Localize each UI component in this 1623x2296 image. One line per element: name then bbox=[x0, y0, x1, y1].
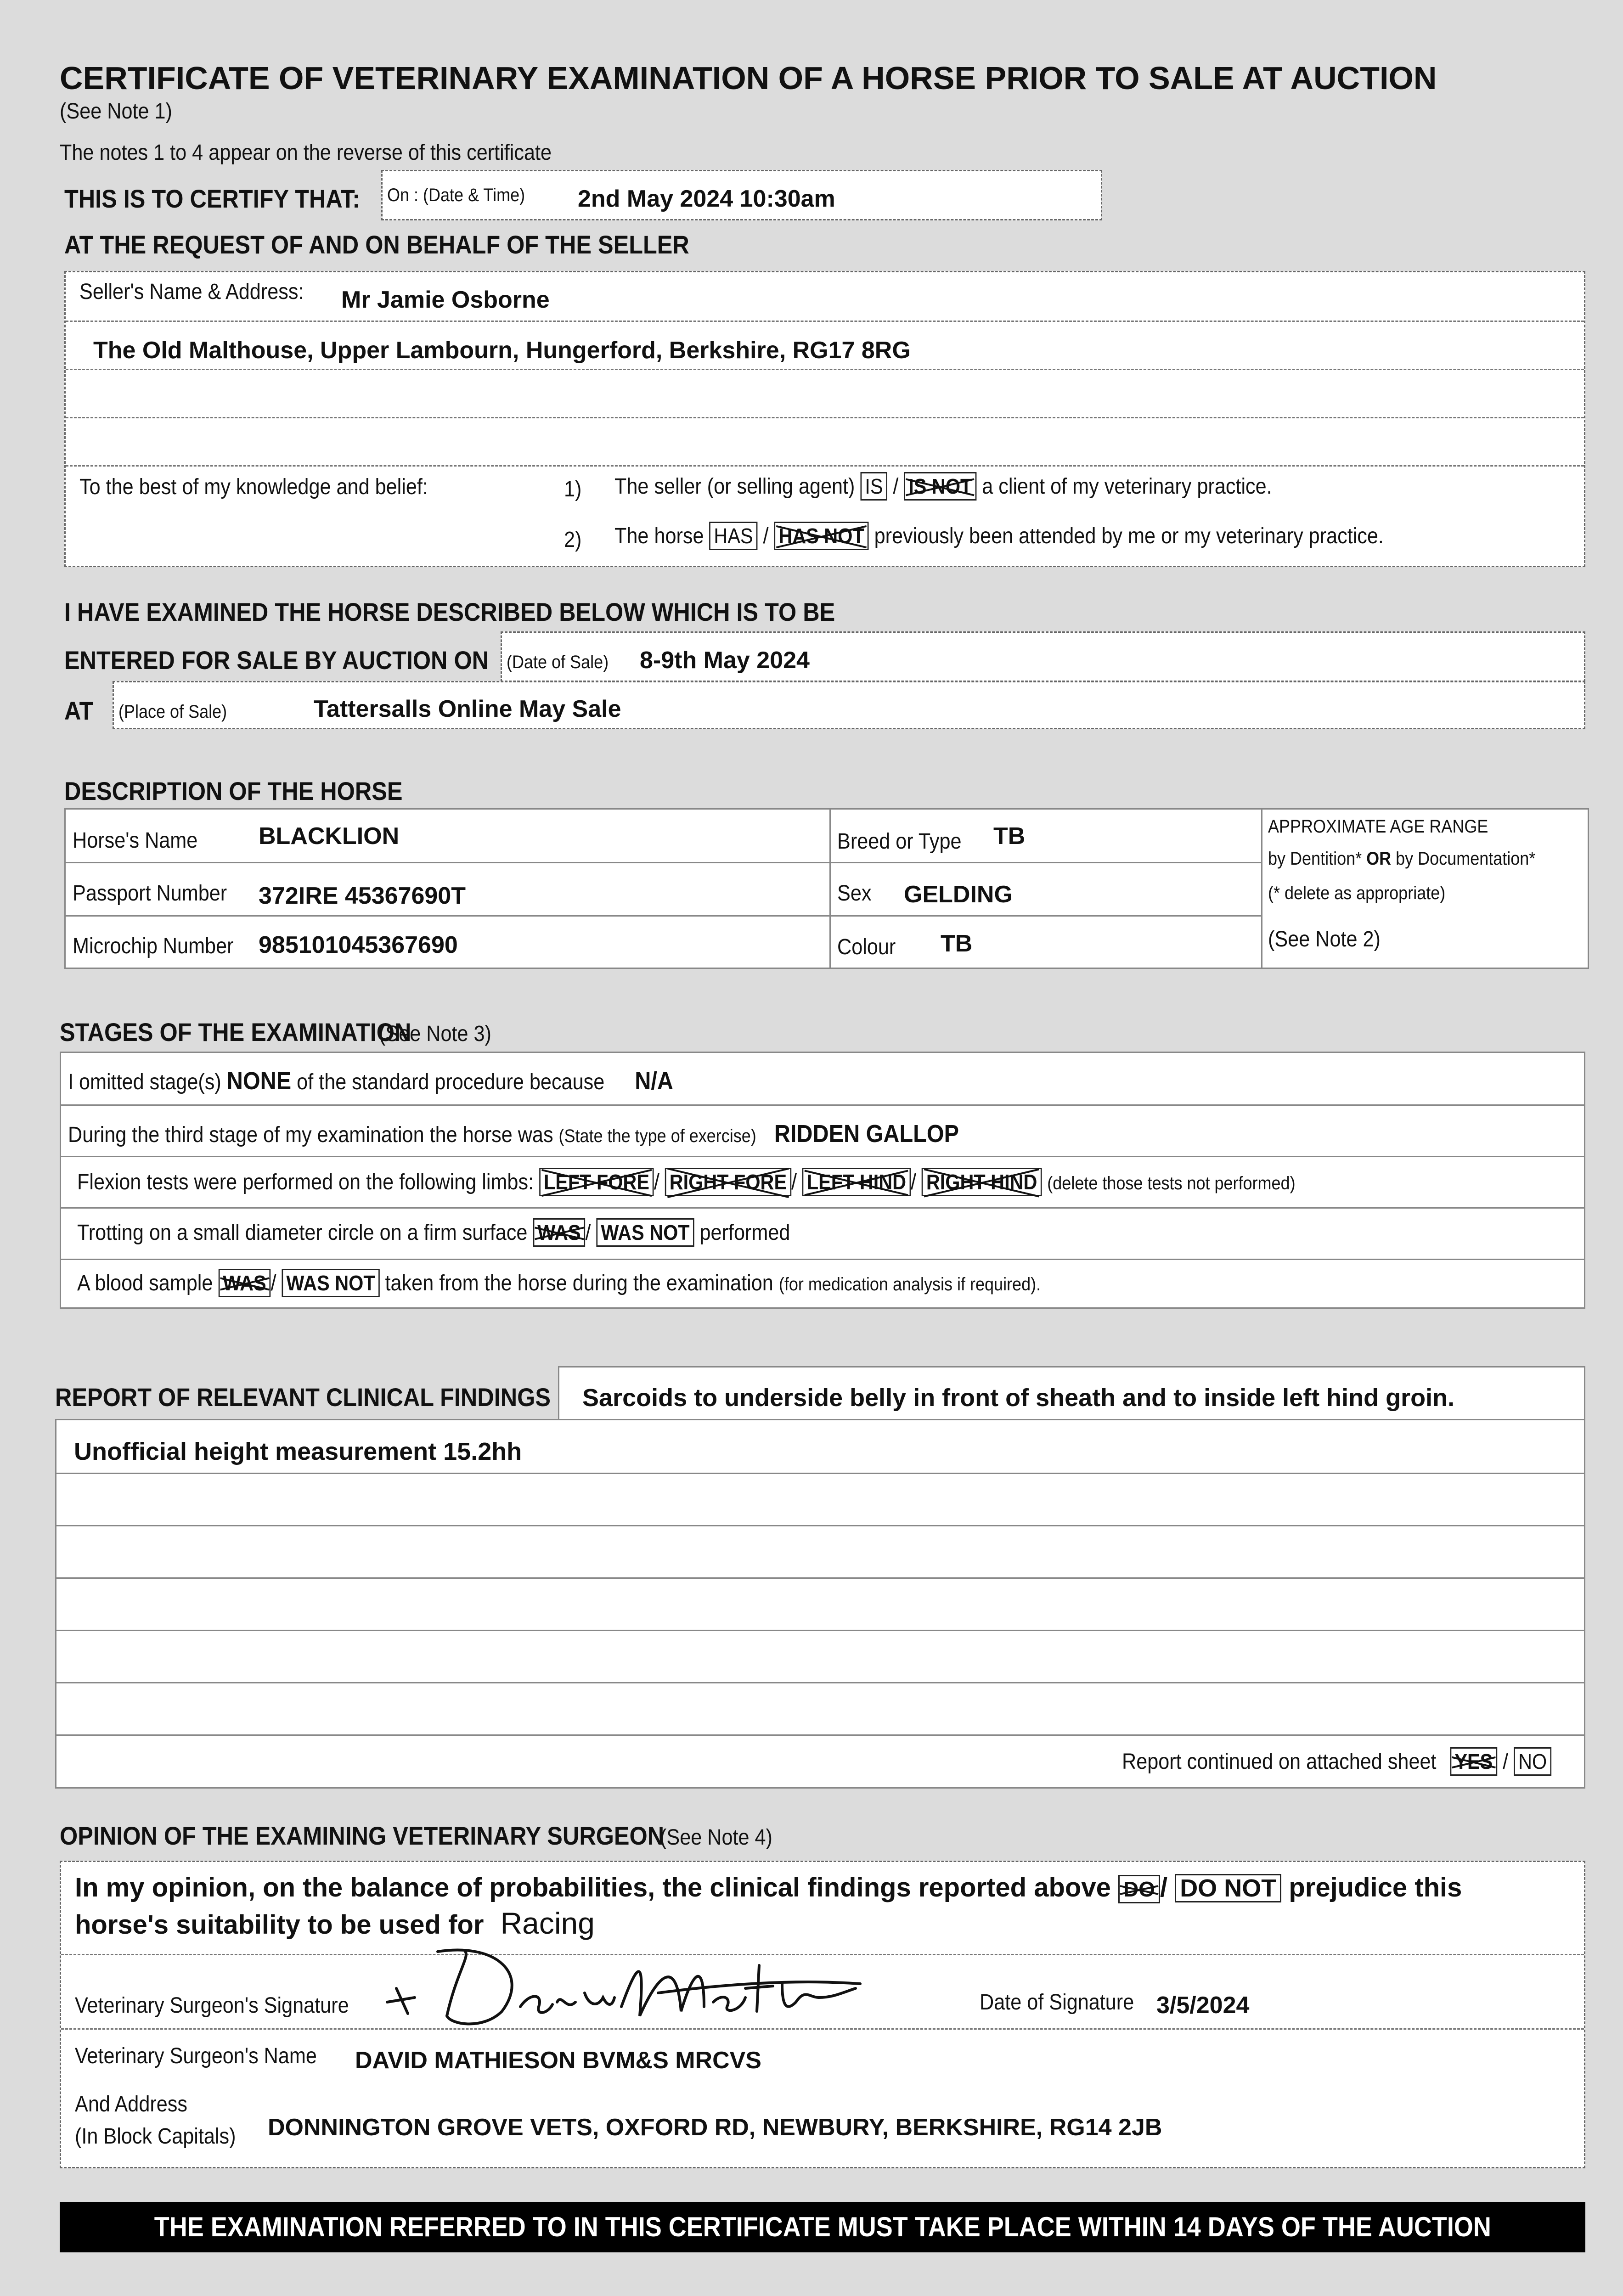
horse-table bbox=[64, 808, 1589, 969]
delete-note: (* delete as appropriate) bbox=[1268, 883, 1446, 903]
seller-name-value: Mr Jamie Osborne bbox=[341, 287, 550, 313]
footer-banner-text: THE EXAMINATION REFERRED TO IN THIS CERTIFICATE MUST TAKE PLACE WITHIN 14 DAYS OF THE AUCTION bbox=[154, 2212, 1491, 2242]
blood-row bbox=[77, 1269, 1041, 1297]
sale-date-field[interactable] bbox=[501, 631, 1585, 682]
third-small: (State the type of exercise) bbox=[558, 1126, 756, 1146]
passport-value: 372IRE 45367690T bbox=[259, 883, 466, 909]
footer-banner bbox=[60, 2202, 1585, 2252]
omitted-row bbox=[68, 1067, 673, 1095]
vet-name-label: Veterinary Surgeon's Name bbox=[75, 2044, 317, 2068]
by-dentition[interactable]: by Dentition* bbox=[1268, 849, 1362, 869]
is-not-option[interactable]: IS NOT bbox=[904, 472, 976, 501]
seller-address-value: The Old Malthouse, Upper Lambourn, Hungerford, Berkshire, RG17 8RG bbox=[93, 337, 911, 364]
item2-post: previously been attended by me or my veterinary practice. bbox=[874, 524, 1384, 548]
findings-box[interactable] bbox=[55, 1419, 1585, 1789]
see-note-4: (See Note 4) bbox=[659, 1825, 772, 1850]
omit-value: NONE bbox=[226, 1067, 292, 1095]
certify-date-field[interactable] bbox=[381, 170, 1102, 220]
stages-heading bbox=[60, 1017, 504, 1047]
by-documentation[interactable]: by Documentation* bbox=[1396, 849, 1536, 869]
certificate-title: CERTIFICATE OF VETERINARY EXAMINATION OF A HORSE PRIOR TO SALE AT AUCTION bbox=[60, 60, 1437, 96]
report-continued bbox=[1122, 1747, 1551, 1776]
vet-address-value: DONNINGTON GROVE VETS, OXFORD RD, NEWBURY, BERKSHIRE, RG14 2JB bbox=[268, 2114, 1162, 2141]
or-word: OR bbox=[1366, 849, 1392, 869]
stages-box bbox=[60, 1052, 1585, 1309]
place-of-sale-value: Tattersalls Online May Sale bbox=[314, 696, 621, 722]
signature-label: Veterinary Surgeon's Signature bbox=[75, 1993, 349, 2018]
horse-name-label: Horse's Name bbox=[73, 828, 198, 853]
use-value: Racing bbox=[500, 1906, 595, 1940]
blood-small: (for medication analysis if required). bbox=[778, 1274, 1041, 1294]
exercise-value: RIDDEN GALLOP bbox=[774, 1120, 959, 1148]
flex-post: (delete those tests not performed) bbox=[1047, 1173, 1296, 1193]
sex-label: Sex bbox=[837, 881, 872, 906]
flex-right-hind[interactable]: RIGHT HIND bbox=[922, 1168, 1042, 1196]
trot-pre: Trotting on a small diameter circle on a firm surface bbox=[77, 1221, 528, 1245]
findings-line2: Unofficial height measurement 15.2hh bbox=[74, 1438, 522, 1465]
seller-box bbox=[64, 271, 1585, 567]
opinion-do-option[interactable]: DO bbox=[1118, 1875, 1160, 1903]
breed-value: TB bbox=[993, 823, 1026, 850]
date-of-sale-value: 8-9th May 2024 bbox=[640, 647, 810, 674]
flex-left-fore[interactable]: LEFT FORE bbox=[539, 1168, 654, 1196]
trot-post: performed bbox=[699, 1221, 790, 1245]
blood-was-option[interactable]: WAS bbox=[218, 1269, 270, 1297]
flex-sep: / bbox=[910, 1170, 916, 1194]
at-label: AT bbox=[64, 696, 94, 725]
flex-pre: Flexion tests were performed on the following limbs: bbox=[77, 1170, 534, 1194]
horse-name-value: BLACKLION bbox=[259, 823, 400, 850]
signature-image bbox=[383, 1938, 865, 2030]
notes-line: The notes 1 to 4 appear on the reverse of this certificate bbox=[60, 141, 552, 165]
is-option[interactable]: IS bbox=[860, 472, 887, 501]
item1 bbox=[614, 472, 1272, 501]
flexion-row bbox=[77, 1168, 1296, 1196]
blood-pre: A blood sample bbox=[77, 1271, 213, 1295]
stages-title: STAGES OF THE EXAMINATION bbox=[60, 1018, 411, 1047]
third-pre: During the third stage of my examination the horse was bbox=[68, 1123, 553, 1147]
omit-pre: I omitted stage(s) bbox=[68, 1070, 221, 1094]
item2-pre: The horse bbox=[614, 524, 704, 548]
see-note-1: (See Note 1) bbox=[60, 99, 172, 124]
trot-sep: / bbox=[585, 1221, 591, 1245]
opinion-pre: In my opinion, on the balance of probabilities, the clinical findings reported above bbox=[75, 1873, 1111, 1902]
findings-top-field[interactable] bbox=[558, 1366, 1585, 1420]
slash: / bbox=[763, 524, 769, 548]
flex-sep: / bbox=[791, 1170, 797, 1194]
on-date-value: 2nd May 2024 10:30am bbox=[578, 186, 835, 212]
colour-value: TB bbox=[941, 930, 973, 957]
flex-right-fore[interactable]: RIGHT FORE bbox=[665, 1168, 791, 1196]
horse-heading: DESCRIPTION OF THE HORSE bbox=[64, 777, 403, 805]
findings-heading: REPORT OF RELEVANT CLINICAL FINDINGS bbox=[55, 1383, 551, 1412]
sex-value: GELDING bbox=[904, 881, 1013, 908]
sale-place-field[interactable] bbox=[113, 681, 1585, 729]
blood-sep: / bbox=[270, 1271, 276, 1295]
colour-label: Colour bbox=[837, 935, 896, 959]
item1-post: a client of my veterinary practice. bbox=[982, 474, 1272, 499]
omit-mid: of the standard procedure because bbox=[297, 1070, 605, 1094]
item2 bbox=[614, 522, 1384, 550]
findings-line1: Sarcoids to underside belly in front of sheath and to inside left hind groin. bbox=[582, 1384, 1455, 1412]
trotting-row bbox=[77, 1218, 790, 1247]
seller-heading: AT THE REQUEST OF AND ON BEHALF OF THE SELLER bbox=[64, 230, 689, 259]
place-of-sale-label: (Place of Sale) bbox=[118, 702, 227, 722]
see-note-2: (See Note 2) bbox=[1268, 927, 1381, 951]
examined-heading: I HAVE EXAMINED THE HORSE DESCRIBED BELOW WHICH IS TO BE bbox=[64, 597, 835, 626]
date-of-signature-value: 3/5/2024 bbox=[1156, 1992, 1250, 2019]
vet-name-value: DAVID MATHIESON BVM&S MRCVS bbox=[355, 2047, 761, 2074]
opinion-post: prejudice this bbox=[1289, 1873, 1462, 1902]
third-stage-row bbox=[68, 1120, 959, 1148]
address-label: And Address bbox=[75, 2092, 187, 2116]
has-not-option[interactable]: HAS NOT bbox=[774, 522, 868, 550]
see-note-3: (See Note 3) bbox=[378, 1022, 491, 1046]
date-of-signature-label: Date of Signature bbox=[980, 1990, 1134, 2015]
passport-label: Passport Number bbox=[73, 881, 227, 906]
age-range-method bbox=[1268, 849, 1535, 869]
trot-was-option[interactable]: WAS bbox=[533, 1218, 585, 1247]
opinion-line2 bbox=[75, 1906, 595, 1941]
suitability-text: horse's suitability to be used for bbox=[75, 1910, 484, 1940]
entered-heading: ENTERED FOR SALE BY AUCTION ON bbox=[64, 646, 489, 675]
item1-num: 1) bbox=[564, 477, 582, 501]
on-date-label: On : (Date & Time) bbox=[387, 185, 525, 205]
continued-no[interactable]: NO bbox=[1514, 1747, 1551, 1776]
item1-pre: The seller (or selling agent) bbox=[614, 474, 855, 499]
omit-reason: N/A bbox=[635, 1067, 673, 1095]
continued-label: Report continued on attached sheet bbox=[1122, 1750, 1437, 1774]
opinion-do-not-option[interactable]: DO NOT bbox=[1175, 1874, 1281, 1902]
knowledge-label: To the best of my knowledge and belief: bbox=[79, 475, 428, 499]
opinion-text: In my opinion, on the balance of probabilities, the clinical findings reported above DO / DO NOT prejudice this bbox=[75, 1873, 1462, 1902]
trot-was-not-option[interactable]: WAS NOT bbox=[596, 1218, 694, 1247]
blood-post: taken from the horse during the examination bbox=[385, 1271, 773, 1295]
microchip-value: 985101045367690 bbox=[259, 932, 458, 958]
continued-yes[interactable]: YES bbox=[1450, 1747, 1498, 1776]
blood-was-not-option[interactable]: WAS NOT bbox=[282, 1269, 380, 1297]
certify-label: THIS IS TO CERTIFY THAT: bbox=[64, 184, 361, 213]
flex-left-hind[interactable]: LEFT HIND bbox=[802, 1168, 911, 1196]
date-of-sale-label: (Date of Sale) bbox=[507, 652, 609, 672]
continued-sep: / bbox=[1503, 1750, 1509, 1774]
age-range-title: APPROXIMATE AGE RANGE bbox=[1268, 816, 1488, 837]
flex-sep: / bbox=[654, 1170, 659, 1194]
opinion-heading bbox=[60, 1821, 785, 1851]
block-capitals-label: (In Block Capitals) bbox=[75, 2124, 236, 2149]
seller-name-label: Seller's Name & Address: bbox=[79, 280, 304, 304]
opinion-box bbox=[60, 1861, 1585, 2168]
has-option[interactable]: HAS bbox=[710, 522, 758, 550]
breed-label: Breed or Type bbox=[837, 829, 962, 854]
item2-num: 2) bbox=[564, 528, 582, 552]
microchip-label: Microchip Number bbox=[73, 934, 234, 958]
slash: / bbox=[893, 474, 899, 499]
opinion-title: OPINION OF THE EXAMINING VETERINARY SURGEON bbox=[60, 1821, 665, 1850]
